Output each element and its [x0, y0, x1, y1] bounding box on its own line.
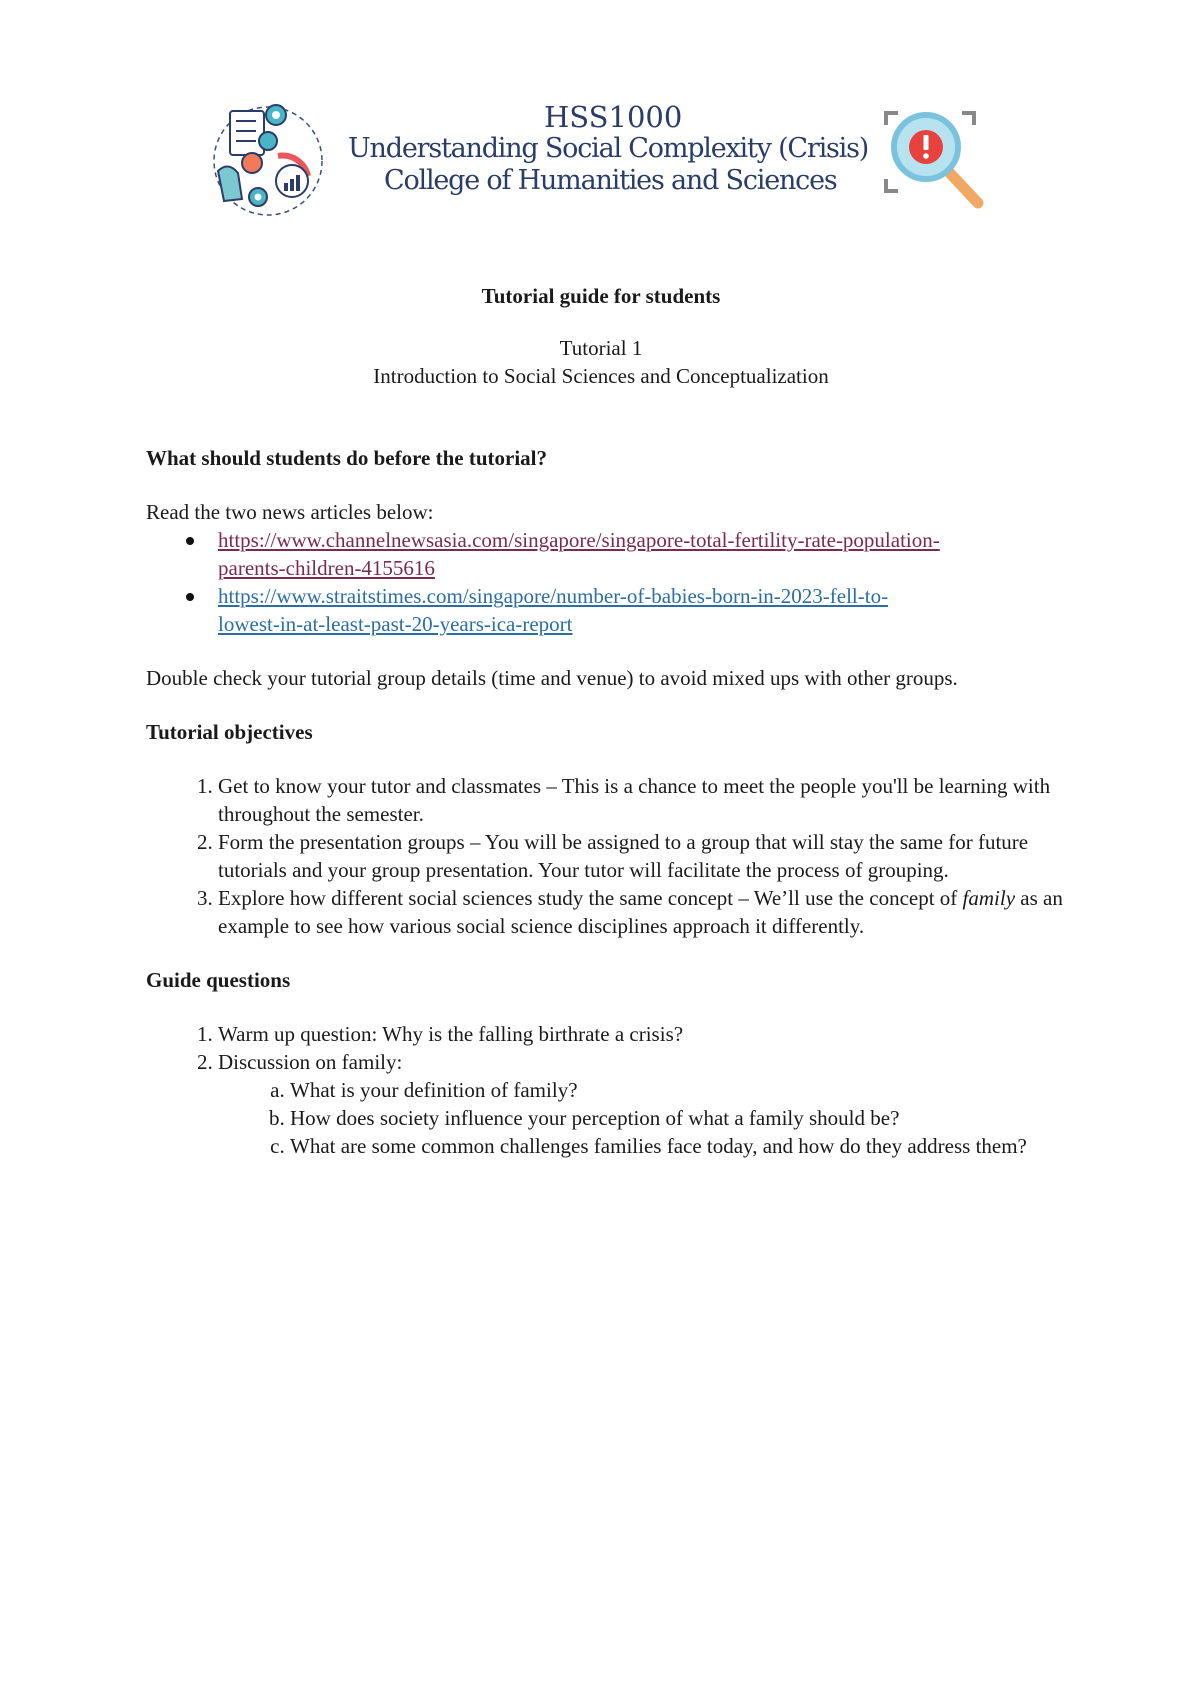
article-links — [146, 526, 1066, 638]
list-item — [290, 1104, 1066, 1132]
list-item — [290, 1076, 1066, 1104]
guide-questions-list — [146, 1020, 1066, 1160]
list-item — [218, 1048, 1066, 1160]
reading-intro: Read the two news articles below: — [146, 500, 434, 524]
list-item — [218, 1020, 1066, 1048]
link-line: parents-children-4155616 — [218, 556, 435, 580]
group-check-note: Double check your tutorial group details (time and venue) to avoid mixed ups with other groups. — [146, 666, 958, 690]
emphasis-family: family — [962, 886, 1016, 910]
list-item — [290, 1132, 1066, 1160]
course-code: HSS1000 — [544, 100, 683, 134]
college-name: College of Humanities and Sciences — [384, 165, 837, 196]
objective-text: Form the presentation groups – You will be assigned to a group that will stay the same for future tutorials and your group presentation. Your tutor will facilitate the process of grouping. — [218, 830, 1029, 882]
guide-questions-heading: Guide questions — [146, 968, 291, 992]
list-item — [218, 582, 1066, 638]
cna-article-link[interactable] — [218, 528, 940, 580]
list-item — [218, 772, 1066, 828]
objective-text: Get to know your tutor and classmates – This is a chance to meet the people you'll be learning with throughout the semester. — [218, 774, 1051, 826]
question-text: Discussion on family: — [218, 1050, 403, 1074]
link-line: https://www.straitstimes.com/singapore/number-of-babies-born-in-2023-fell-to- — [218, 584, 889, 608]
document-title: Tutorial guide for students — [481, 284, 721, 308]
objective-text: Explore how different social sciences study the same concept – We’ll use the concept of — [218, 886, 963, 910]
objectives-list — [146, 772, 1066, 940]
family-subquestions — [218, 1076, 1066, 1160]
before-tutorial-heading: What should students do before the tutorial? — [146, 446, 547, 470]
subquestion-text: What is your definition of family? — [290, 1078, 578, 1102]
link-line: lowest-in-at-least-past-20-years-ica-report — [218, 612, 573, 636]
subquestion-text: How does society influence your perception of what a family should be? — [290, 1106, 900, 1130]
document-body — [146, 282, 1066, 1160]
list-item — [218, 828, 1066, 884]
list-item — [218, 884, 1066, 940]
subquestion-text: What are some common challenges families face today, and how do they address them? — [290, 1134, 1027, 1158]
course-heading — [348, 101, 868, 197]
objectives-heading: Tutorial objectives — [146, 720, 313, 744]
objective-text: as an example to see how various social science disciplines approach it differently. — [218, 886, 1063, 938]
magnifier-alert-icon — [880, 107, 990, 212]
course-title: Understanding Social Complexity (Crisis) — [348, 133, 869, 164]
tutorial-topic: Introduction to Social Sciences and Conceptualization — [373, 364, 829, 388]
social-complexity-icon — [208, 101, 328, 219]
list-item — [218, 526, 1066, 582]
link-line: https://www.channelnewsasia.com/singapore/singapore-total-fertility-rate-population- — [218, 528, 940, 552]
straits-times-article-link[interactable] — [218, 584, 888, 636]
tutorial-number: Tutorial 1 — [559, 336, 643, 360]
question-text: Warm up question: Why is the falling birthrate a crisis? — [218, 1022, 684, 1046]
course-banner — [200, 95, 1000, 225]
